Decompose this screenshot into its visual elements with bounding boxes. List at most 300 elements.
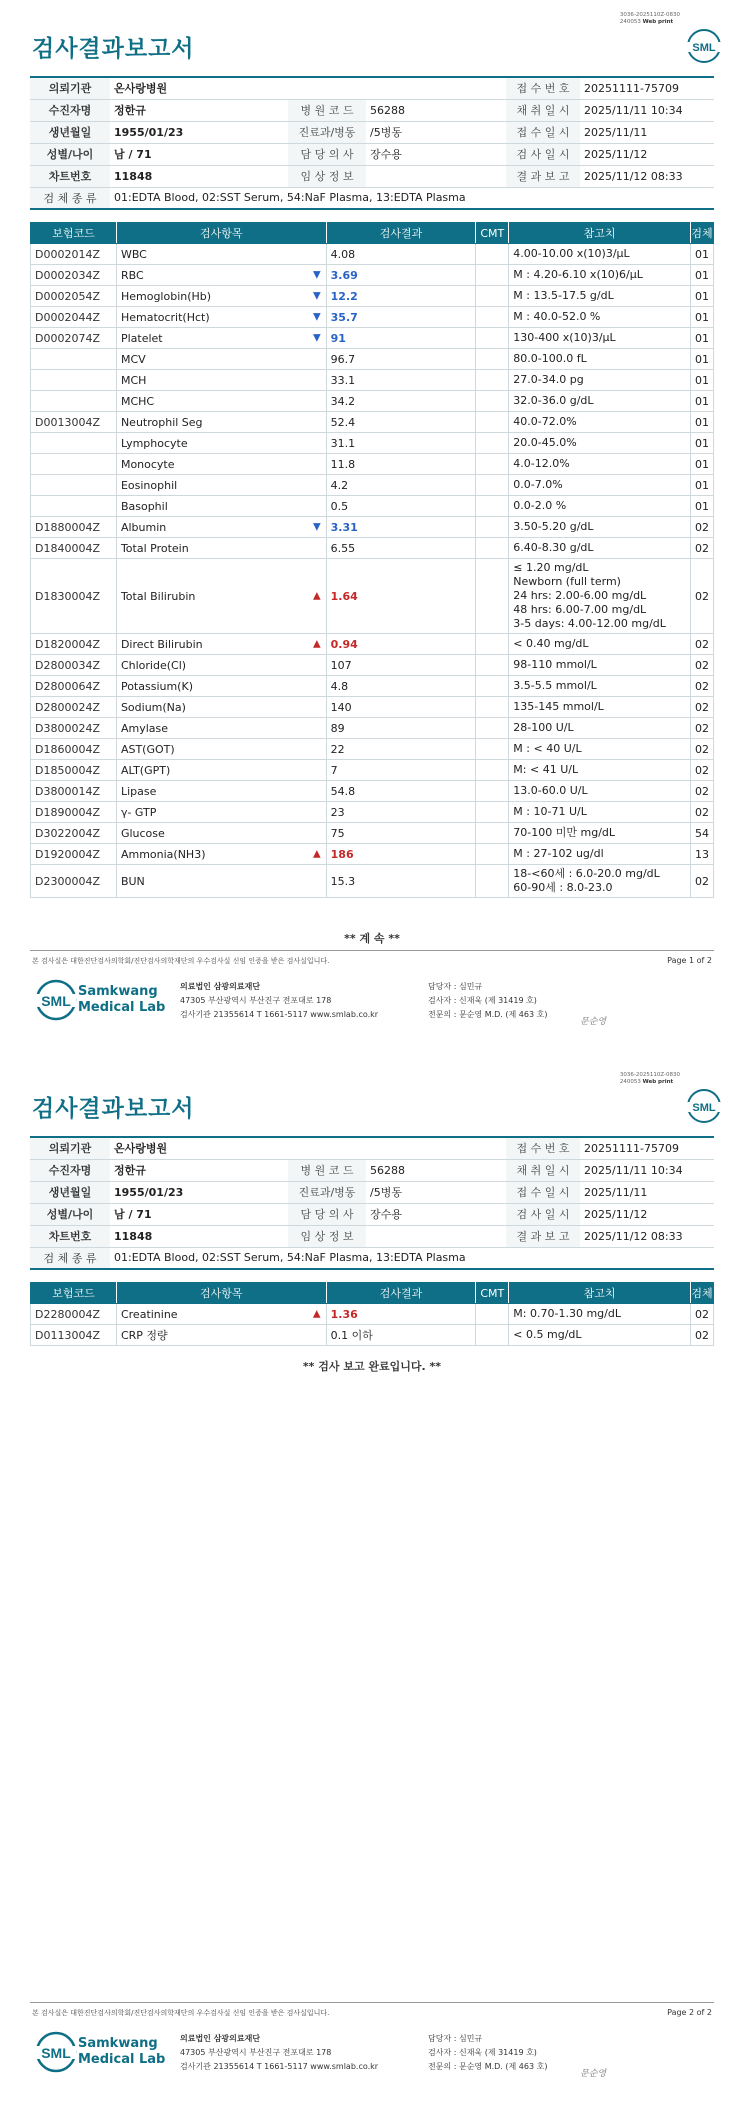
insurance-code: D3800014Z [31, 781, 117, 802]
doctor-value: 장수용 [366, 1203, 506, 1225]
test-result: 4.2 [326, 475, 476, 496]
specimen-code: 01 [690, 454, 713, 475]
signature: 문순영 [580, 1017, 607, 1027]
test-result: 23 [326, 802, 476, 823]
hospital-label: 의뢰기관 [30, 1137, 110, 1159]
reference-range [509, 823, 691, 844]
specimen-code: 01 [690, 328, 713, 349]
specimen-code: 02 [690, 1304, 713, 1325]
test-item-label: Total Bilirubin [120, 589, 196, 603]
test-item-label: CRP 정량 [120, 1329, 168, 1342]
test-item [116, 802, 326, 823]
reference-range [509, 559, 691, 634]
insurance-code: D0013004Z [31, 412, 117, 433]
reference-line: 13.0-60.0 U/L [513, 784, 588, 797]
lab-name-line-2: Medical Lab [78, 2052, 166, 2067]
sex-age-value: 남 / 71 [110, 1203, 288, 1225]
test-item [116, 1325, 326, 1346]
staff-info [428, 980, 547, 1022]
reference-line: 24 hrs: 2.00-6.00 mg/dL [513, 589, 647, 602]
cmt-cell [476, 496, 509, 517]
reference-range [509, 265, 691, 286]
reference-line: 80.0-100.0 fL [513, 352, 587, 365]
specimen-value: 01:EDTA Blood, 02:SST Serum, 54:NaF Plasma, 13:EDTA Plasma [110, 1247, 714, 1269]
patient-label: 수진자명 [30, 1159, 110, 1181]
hospital-value: 온사랑병원 [110, 1137, 506, 1159]
cmt-cell [476, 370, 509, 391]
cmt-cell [476, 676, 509, 697]
specimen-column-header: 검체 [690, 1283, 713, 1304]
specimen-column-header: 검체 [690, 223, 713, 244]
specimen-value: 01:EDTA Blood, 02:SST Serum, 54:NaF Plasma, 13:EDTA Plasma [110, 187, 714, 209]
table-row [31, 802, 714, 823]
cmt-column-header: CMT [476, 1283, 509, 1304]
test-item [116, 391, 326, 412]
results-table-page-2 [30, 1282, 714, 1346]
test-item [116, 559, 326, 634]
insurance-code: D2300004Z [31, 865, 117, 898]
page-number: Page 2 of 2 [667, 2008, 712, 2017]
test-item [116, 328, 326, 349]
document-id [620, 12, 680, 26]
table-row [31, 823, 714, 844]
test-result: 12.2 [326, 286, 476, 307]
test-item-label: Direct Bilirubin [120, 637, 203, 651]
table-row [31, 349, 714, 370]
test-date-label: 검 사 일 시 [506, 143, 580, 165]
table-row [31, 265, 714, 286]
corp-contact: 검사기관 21355614 T 1661-5117 www.smlab.co.kr [180, 1010, 379, 1019]
table-row [31, 718, 714, 739]
specimen-code: 01 [690, 349, 713, 370]
patient-info-table [30, 1136, 714, 1270]
cmt-cell [476, 391, 509, 412]
corp-contact: 검사기관 21355614 T 1661-5117 www.smlab.co.kr [180, 2062, 379, 2071]
reference-line: 20.0-45.0% [513, 436, 577, 449]
clinical-label: 임 상 정 보 [288, 165, 366, 187]
down-triangle-icon: ▼ [312, 269, 321, 281]
specimen-label: 검 체 종 류 [30, 1247, 110, 1269]
test-result: 0.94 [326, 634, 476, 655]
test-item-label: Lymphocyte [120, 436, 188, 450]
reference-line: M : < 40 U/L [513, 742, 582, 755]
cmt-cell [476, 538, 509, 559]
reference-line: 130-400 x(10)3/μL [513, 331, 616, 344]
doctor-label: 담 당 의 사 [288, 1203, 366, 1225]
sml-logo-icon [686, 28, 722, 64]
test-item-label: RBC [120, 268, 144, 282]
reference-range [509, 433, 691, 454]
code-column-header: 보험코드 [31, 1283, 117, 1304]
clinical-value [366, 165, 506, 187]
test-item [116, 412, 326, 433]
page-number: Page 1 of 2 [667, 956, 712, 965]
specimen-code: 01 [690, 265, 713, 286]
doc-id-line-2: 240053 [619, 19, 641, 25]
doc-id-line-2: 240053 [619, 1079, 641, 1085]
test-item-label: Basophil [120, 499, 168, 513]
specimen-code: 02 [690, 697, 713, 718]
table-row [31, 244, 714, 265]
corp-name: 의료법인 삼광의료재단 [180, 2034, 261, 2043]
hospital-code-value: 56288 [366, 1159, 506, 1181]
table-row [31, 865, 714, 898]
test-item-label: ALT(GPT) [120, 763, 171, 777]
test-item-label: Amylase [120, 721, 168, 735]
specimen-code: 01 [690, 307, 713, 328]
test-item [116, 265, 326, 286]
doc-id-line-1: 3036-2025110Z-0830 [619, 1072, 680, 1078]
up-triangle-icon: ▲ [312, 590, 321, 602]
test-item [116, 697, 326, 718]
test-result: 3.69 [326, 265, 476, 286]
reference-line: 48 hrs: 6.00-7.00 mg/dL [513, 603, 647, 616]
test-item [116, 760, 326, 781]
corp-info [180, 2032, 378, 2074]
insurance-code: D1920004Z [31, 844, 117, 865]
table-row [31, 760, 714, 781]
test-item-label: Ammonia(NH3) [120, 847, 206, 861]
clinical-label: 임 상 정 보 [288, 1225, 366, 1247]
report-title: 검사결과보고서 [32, 36, 195, 62]
down-triangle-icon: ▼ [312, 332, 321, 344]
cmt-cell [476, 823, 509, 844]
reference-range [509, 781, 691, 802]
table-row [31, 328, 714, 349]
test-result: 15.3 [326, 865, 476, 898]
test-item-label: Creatinine [120, 1307, 178, 1321]
insurance-code: D1840004Z [31, 538, 117, 559]
reference-range [509, 697, 691, 718]
specimen-code: 02 [690, 760, 713, 781]
insurance-code: D2800024Z [31, 697, 117, 718]
lab-name-line-1: Samkwang [78, 984, 158, 999]
specimen-code: 01 [690, 286, 713, 307]
test-date-label: 검 사 일 시 [506, 1203, 580, 1225]
reference-line: M : 10-71 U/L [513, 805, 587, 818]
insurance-code [31, 433, 117, 454]
specimen-code: 02 [690, 739, 713, 760]
reference-line: 135-145 mmol/L [513, 700, 604, 713]
svg-text:SML: SML [41, 993, 71, 1009]
reference-range [509, 634, 691, 655]
reference-line: 70-100 미만 mg/dL [513, 826, 616, 839]
test-item-label: Neutrophil Seg [120, 415, 203, 429]
test-item [116, 823, 326, 844]
test-item-label: MCV [120, 352, 146, 366]
insurance-code: D1880004Z [31, 517, 117, 538]
reference-column-header: 참고치 [509, 1283, 691, 1304]
birth-value: 1955/01/23 [110, 121, 288, 143]
document-id [620, 1072, 680, 1086]
test-date-value: 2025/11/12 [580, 143, 714, 165]
report-page-2 [0, 1060, 744, 2104]
reference-line: M: 0.70-1.30 mg/dL [513, 1307, 621, 1320]
table-row [31, 739, 714, 760]
report-title: 검사결과보고서 [32, 1096, 195, 1122]
insurance-code: D1890004Z [31, 802, 117, 823]
cmt-cell [476, 655, 509, 676]
test-result: 1.64 [326, 559, 476, 634]
doc-id-line-1: 3036-2025110Z-0830 [619, 12, 680, 18]
cmt-cell [476, 454, 509, 475]
insurance-code: D3800024Z [31, 718, 117, 739]
test-result: 54.8 [326, 781, 476, 802]
reception-no-value: 20251111-75709 [580, 77, 714, 99]
hospital-code-label: 병 원 코 드 [288, 1159, 366, 1181]
test-item-label: Potassium(K) [120, 679, 193, 693]
specimen-code: 01 [690, 496, 713, 517]
specimen-code: 01 [690, 244, 713, 265]
report-date-label: 결 과 보 고 [506, 1225, 580, 1247]
cmt-cell [476, 1325, 509, 1346]
test-result: 33.1 [326, 370, 476, 391]
test-result: 52.4 [326, 412, 476, 433]
cmt-cell [476, 739, 509, 760]
cmt-cell [476, 865, 509, 898]
patient-value: 정한규 [110, 99, 288, 121]
reference-line: M: < 41 U/L [513, 763, 579, 776]
reference-range [509, 475, 691, 496]
reference-line: 98-110 mmol/L [513, 658, 597, 671]
table-row [31, 454, 714, 475]
test-result: 31.1 [326, 433, 476, 454]
table-row [31, 1304, 714, 1325]
test-item-label: γ- GTP [120, 805, 157, 819]
insurance-code: D2800064Z [31, 676, 117, 697]
test-item-label: MCHC [120, 394, 155, 408]
code-column-header: 보험코드 [31, 223, 117, 244]
receipt-date-value: 2025/11/11 [580, 121, 714, 143]
table-row [31, 496, 714, 517]
table-row [31, 634, 714, 655]
cmt-cell [476, 517, 509, 538]
specimen-code: 02 [690, 538, 713, 559]
specimen-code: 01 [690, 391, 713, 412]
cmt-cell [476, 718, 509, 739]
footer-divider [30, 950, 714, 951]
table-row [31, 433, 714, 454]
test-result: 96.7 [326, 349, 476, 370]
specimen-code: 02 [690, 802, 713, 823]
table-row [31, 391, 714, 412]
reference-line: 4.00-10.00 x(10)3/μL [513, 247, 630, 260]
reference-range [509, 718, 691, 739]
test-item-label: Glucose [120, 826, 165, 840]
reference-range [509, 244, 691, 265]
cmt-cell [476, 802, 509, 823]
cmt-cell [476, 412, 509, 433]
svg-text:SML: SML [41, 2045, 71, 2061]
reference-range [509, 844, 691, 865]
test-item [116, 286, 326, 307]
table-row [31, 538, 714, 559]
reference-line: 60-90세 : 8.0-23.0 [513, 881, 613, 894]
reference-line: 18-<60세 : 6.0-20.0 mg/dL [513, 867, 660, 880]
test-item-label: Eosinophil [120, 478, 178, 492]
cmt-cell [476, 433, 509, 454]
hospital-label: 의뢰기관 [30, 77, 110, 99]
reference-range [509, 538, 691, 559]
cmt-cell [476, 475, 509, 496]
dept-label: 진료과/병동 [288, 121, 366, 143]
test-item [116, 739, 326, 760]
dept-value: /5병동 [366, 1181, 506, 1203]
insurance-code [31, 370, 117, 391]
reference-line: 6.40-8.30 g/dL [513, 541, 594, 554]
test-result: 1.36 [326, 1304, 476, 1325]
insurance-code: D1850004Z [31, 760, 117, 781]
insurance-code: D0002014Z [31, 244, 117, 265]
test-result: 0.1 이하 [326, 1325, 476, 1346]
cmt-cell [476, 697, 509, 718]
reference-line: 27.0-34.0 pg [513, 373, 584, 386]
footer-divider [30, 2002, 714, 2003]
test-item [116, 676, 326, 697]
test-item-label: Sodium(Na) [120, 700, 186, 714]
specimen-code: 13 [690, 844, 713, 865]
up-triangle-icon: ▲ [312, 848, 321, 860]
reference-line: 28-100 U/L [513, 721, 574, 734]
test-item [116, 844, 326, 865]
receipt-date-label: 접 수 일 시 [506, 1181, 580, 1203]
cmt-cell [476, 1304, 509, 1325]
reference-range [509, 370, 691, 391]
test-result: 34.2 [326, 391, 476, 412]
collect-date-value: 2025/11/11 10:34 [580, 1159, 714, 1181]
specimen-code: 54 [690, 823, 713, 844]
reference-range [509, 517, 691, 538]
results-table-page-1 [30, 222, 714, 898]
cmt-cell [476, 265, 509, 286]
test-item-label: Monocyte [120, 457, 175, 471]
insurance-code: D3022004Z [31, 823, 117, 844]
table-row [31, 697, 714, 718]
chart-value: 11848 [110, 165, 288, 187]
test-item [116, 244, 326, 265]
test-item [116, 475, 326, 496]
lab-name [78, 984, 165, 1016]
hospital-value: 온사랑병원 [110, 77, 506, 99]
table-row [31, 475, 714, 496]
insurance-code [31, 496, 117, 517]
insurance-code: D2280004Z [31, 1304, 117, 1325]
cmt-cell [476, 634, 509, 655]
table-row [31, 517, 714, 538]
continued-text: ** 계 속 ** [344, 932, 400, 945]
web-print-label: Web print [642, 1079, 674, 1085]
reference-range [509, 739, 691, 760]
insurance-code: D0002054Z [31, 286, 117, 307]
test-item-label: Chloride(Cl) [120, 658, 187, 672]
test-result: 11.8 [326, 454, 476, 475]
reference-line: M : 40.0-52.0 % [513, 310, 601, 323]
reference-column-header: 참고치 [509, 223, 691, 244]
test-item [116, 496, 326, 517]
sex-age-label: 성별/나이 [30, 143, 110, 165]
specimen-code: 02 [690, 517, 713, 538]
receipt-date-value: 2025/11/11 [580, 1181, 714, 1203]
reference-line: M : 27-102 ug/dl [513, 847, 604, 860]
insurance-code: D1830004Z [31, 559, 117, 634]
test-item [116, 718, 326, 739]
test-item [116, 538, 326, 559]
reference-range [509, 412, 691, 433]
specimen-code: 01 [690, 475, 713, 496]
patient-info-table [30, 76, 714, 210]
corp-address: 47305 부산광역시 부산진구 전포대로 178 [180, 2048, 332, 2057]
test-item [116, 781, 326, 802]
sml-logo-icon [686, 1088, 722, 1124]
test-date-value: 2025/11/12 [580, 1203, 714, 1225]
insurance-code: D0002034Z [31, 265, 117, 286]
reference-range [509, 391, 691, 412]
certification-text: 본 검사실은 대한진단검사의학회/진단검사의학재단의 우수검사실 신임 인증을 받은 검사실입니다. [32, 2009, 330, 2017]
svg-text:SML: SML [692, 42, 716, 54]
table-row [31, 844, 714, 865]
test-item [116, 1304, 326, 1325]
collect-date-value: 2025/11/11 10:34 [580, 99, 714, 121]
test-item [116, 865, 326, 898]
reference-line: 3-5 days: 4.00-12.00 mg/dL [513, 617, 666, 630]
test-result: 6.55 [326, 538, 476, 559]
test-item [116, 307, 326, 328]
signature: 문순영 [580, 2069, 607, 2079]
test-item-label: Albumin [120, 520, 167, 534]
reference-line: 3.50-5.20 g/dL [513, 520, 594, 533]
lab-name [78, 2036, 165, 2068]
test-item [116, 655, 326, 676]
patient-label: 수진자명 [30, 99, 110, 121]
specialist: 전문의 : 문순영 M.D. (제 463 호) [428, 1010, 548, 1019]
corp-name: 의료법인 삼광의료재단 [180, 982, 261, 991]
doctor-value: 장수용 [366, 143, 506, 165]
test-item [116, 454, 326, 475]
test-result: 4.08 [326, 244, 476, 265]
test-result: 3.31 [326, 517, 476, 538]
table-row [31, 370, 714, 391]
test-result: 0.5 [326, 496, 476, 517]
sex-age-label: 성별/나이 [30, 1203, 110, 1225]
table-row [31, 412, 714, 433]
specimen-code: 02 [690, 655, 713, 676]
test-item [116, 634, 326, 655]
test-item-label: WBC [120, 247, 147, 261]
test-item-label: Total Protein [120, 541, 189, 555]
report-date-value: 2025/11/12 08:33 [580, 165, 714, 187]
table-row [31, 307, 714, 328]
sex-age-value: 남 / 71 [110, 143, 288, 165]
cmt-cell [476, 559, 509, 634]
specialist: 전문의 : 문순영 M.D. (제 463 호) [428, 2062, 548, 2071]
reference-line: 40.0-72.0% [513, 415, 577, 428]
table-row [31, 676, 714, 697]
hospital-code-value: 56288 [366, 99, 506, 121]
chart-label: 차트번호 [30, 1225, 110, 1247]
reference-range [509, 760, 691, 781]
test-item [116, 433, 326, 454]
up-triangle-icon: ▲ [312, 1308, 321, 1320]
test-result: 22 [326, 739, 476, 760]
reference-line: M : 13.5-17.5 g/dL [513, 289, 614, 302]
reference-line: 32.0-36.0 g/dL [513, 394, 594, 407]
specimen-code: 02 [690, 1325, 713, 1346]
reference-line: < 0.40 mg/dL [513, 637, 589, 650]
corp-address: 47305 부산광역시 부산진구 전포대로 178 [180, 996, 332, 1005]
result-column-header: 검사결과 [326, 1283, 476, 1304]
birth-value: 1955/01/23 [110, 1181, 288, 1203]
test-item-label: Hemoglobin(Hb) [120, 289, 212, 303]
